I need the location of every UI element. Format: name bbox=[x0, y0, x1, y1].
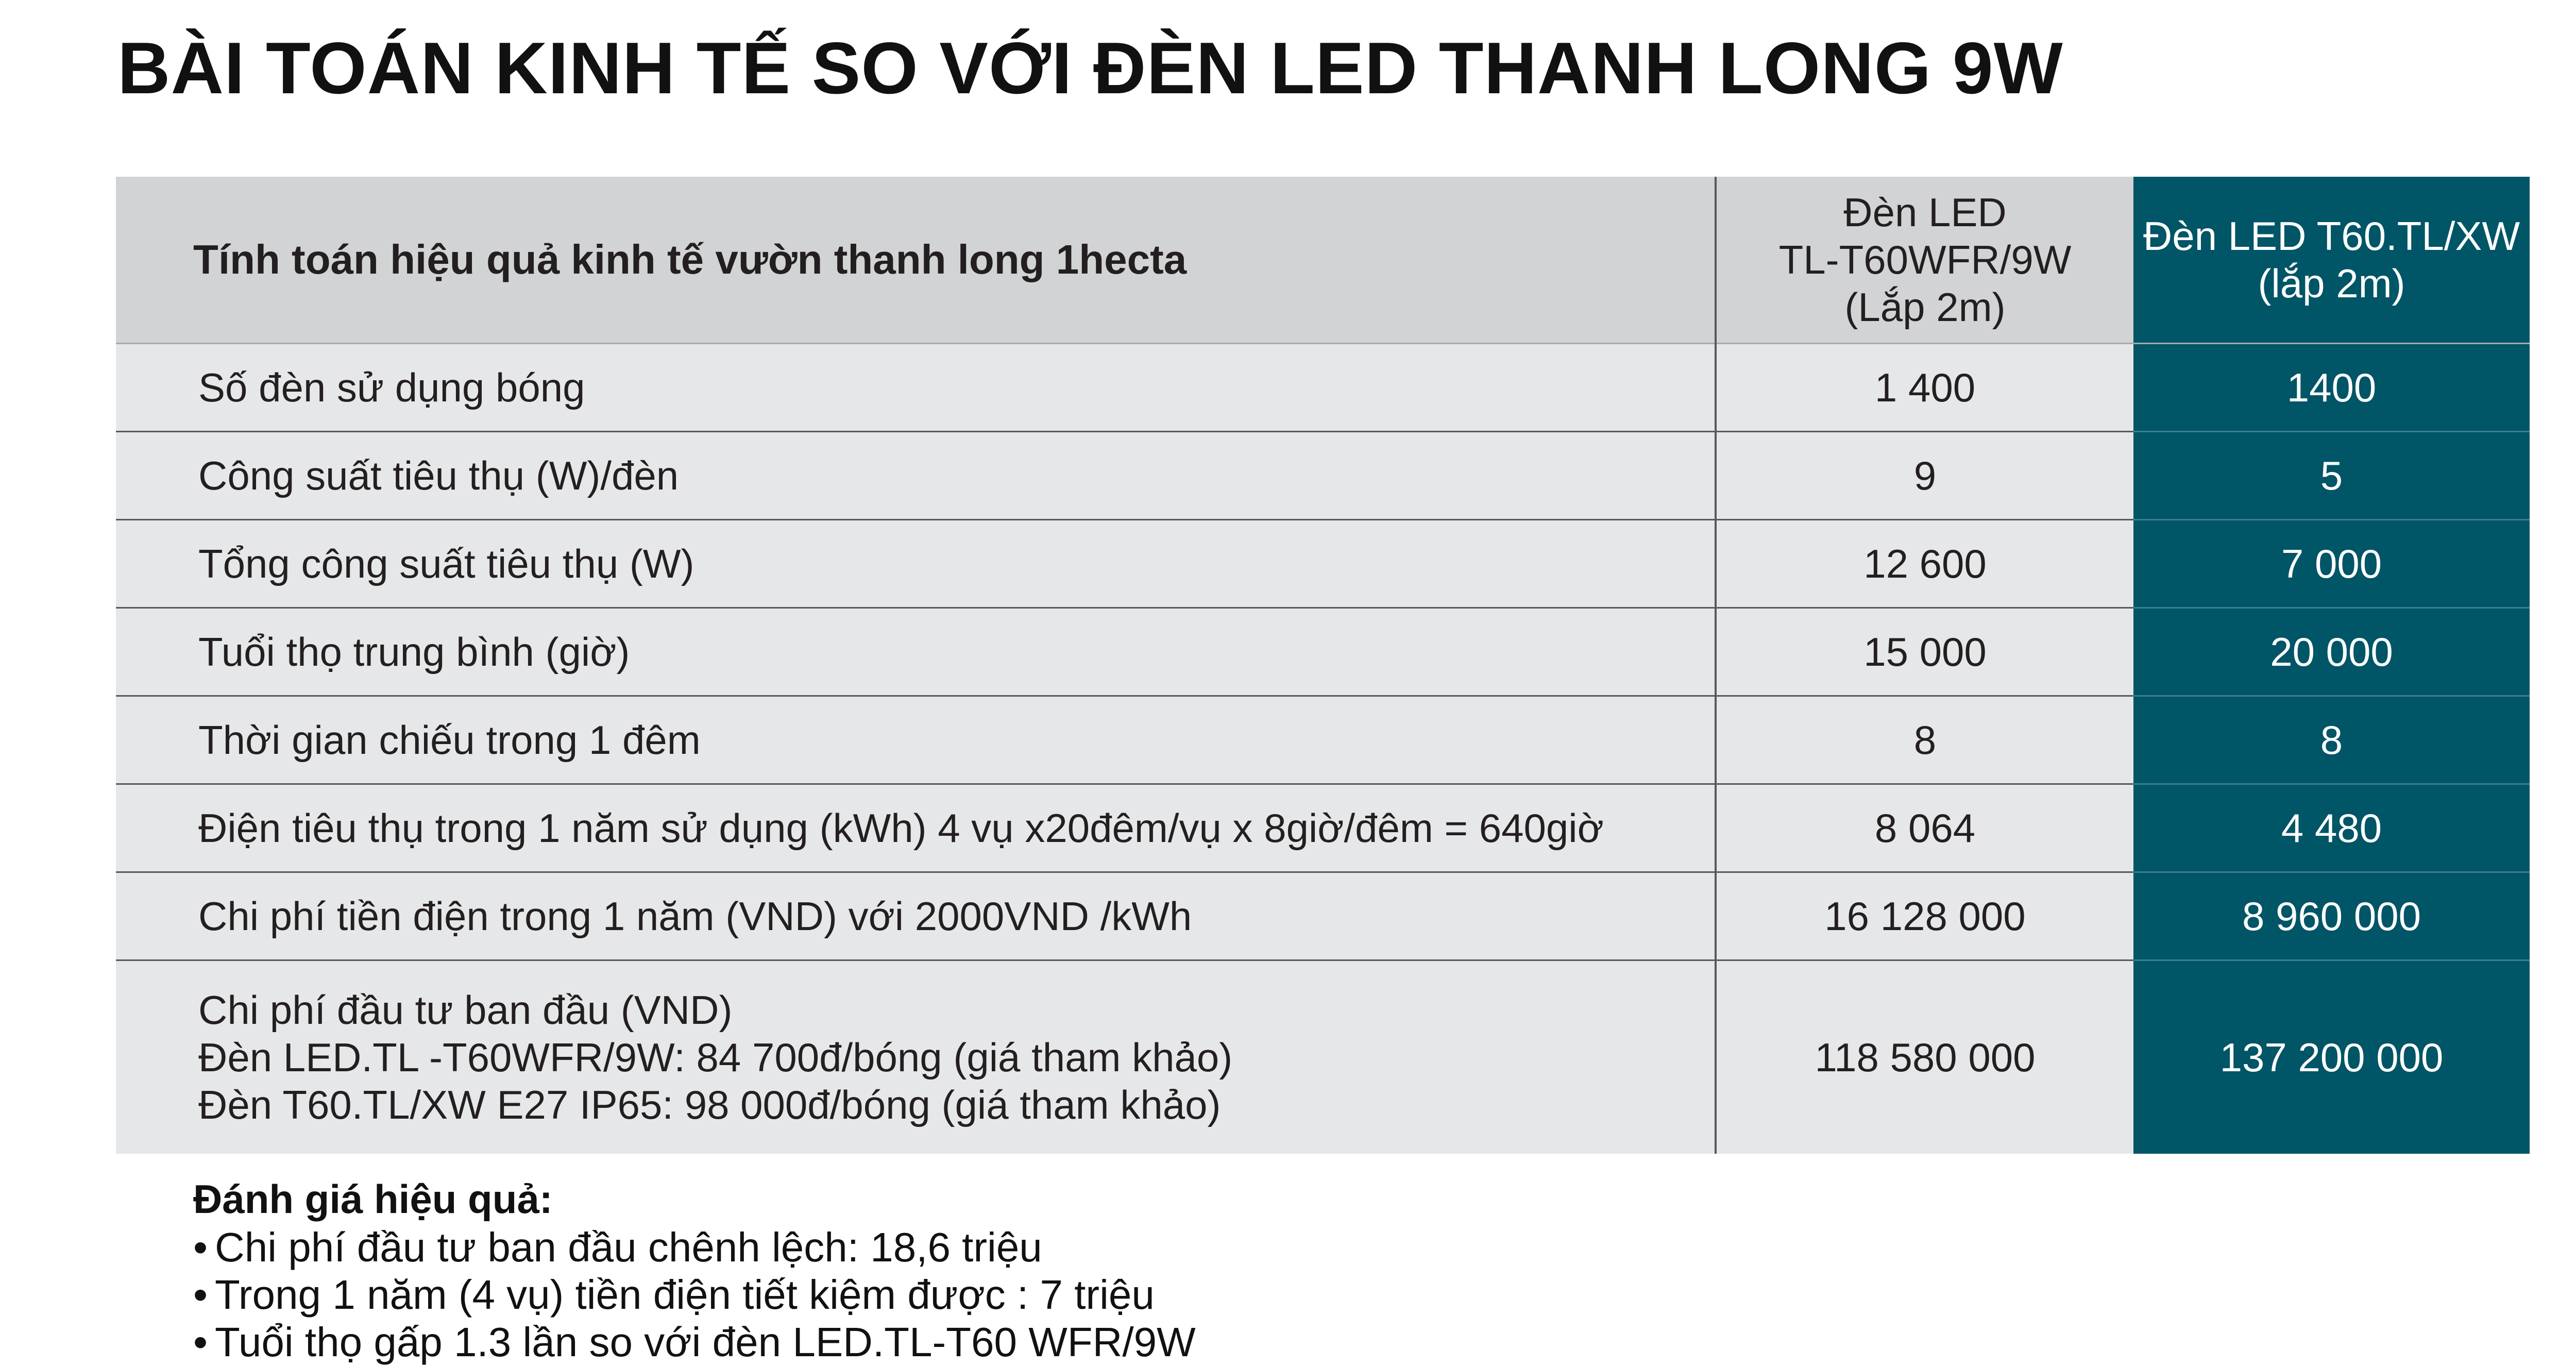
row-value-t60wfr: 1 400 bbox=[1716, 343, 2133, 431]
row-value-t60xw: 5 bbox=[2133, 431, 2530, 519]
evaluation-list bbox=[193, 1224, 2512, 1366]
comparison-table bbox=[116, 177, 2530, 1154]
table-row-investment bbox=[116, 960, 2530, 1154]
row-value-t60wfr: 8 bbox=[1716, 696, 2133, 784]
table-row bbox=[116, 343, 2530, 431]
header-product-t60xw bbox=[2133, 177, 2530, 343]
row-label-line: Chi phí đầu tư ban đầu (VND) bbox=[198, 987, 733, 1033]
list-item bbox=[193, 1271, 2512, 1319]
row-value-t60xw: 20 000 bbox=[2133, 608, 2530, 696]
header-label: Tính toán hiệu quả kinh tế vườn thanh long 1hecta bbox=[116, 177, 1716, 343]
header-product-t60wfr-line: Đèn LED bbox=[1843, 189, 2007, 235]
row-label-investment bbox=[116, 960, 1716, 1154]
page-title: BÀI TOÁN KINH TẾ SO VỚI ĐÈN LED THANH LONG 9W bbox=[117, 27, 2063, 109]
row-value-t60wfr: 9 bbox=[1716, 431, 2133, 519]
row-label: Tổng công suất tiêu thụ (W) bbox=[116, 519, 1716, 608]
row-value-t60wfr: 12 600 bbox=[1716, 519, 2133, 608]
row-value-t60xw: 1400 bbox=[2133, 343, 2530, 431]
row-label: Số đèn sử dụng bóng bbox=[116, 343, 1716, 431]
evaluation-section bbox=[193, 1175, 2512, 1366]
bullet-icon: • bbox=[193, 1272, 208, 1318]
row-label: Chi phí tiền điện trong 1 năm (VND) với 2000VND /kWh bbox=[116, 872, 1716, 960]
header-product-t60xw-line: (lắp 2m) bbox=[2258, 260, 2405, 306]
row-value-t60xw: 8 bbox=[2133, 696, 2530, 784]
comparison-table-container bbox=[116, 177, 2530, 1150]
row-label-line: Đèn LED.TL -T60WFR/9W: 84 700đ/bóng (giá tham khảo) bbox=[198, 1034, 1233, 1080]
header-product-t60wfr bbox=[1716, 177, 2133, 343]
row-value-t60wfr: 15 000 bbox=[1716, 608, 2133, 696]
list-item bbox=[193, 1224, 2512, 1271]
header-product-t60xw-line: Đèn LED T60.TL/XW bbox=[2143, 213, 2520, 259]
row-label: Tuổi thọ trung bình (giờ) bbox=[116, 608, 1716, 696]
row-value-t60wfr: 16 128 000 bbox=[1716, 872, 2133, 960]
row-value-t60xw: 7 000 bbox=[2133, 519, 2530, 608]
row-label: Điện tiêu thụ trong 1 năm sử dụng (kWh) 4 vụ x20đêm/vụ x 8giờ/đêm = 640giờ bbox=[116, 784, 1716, 872]
row-value-t60xw: 137 200 000 bbox=[2133, 960, 2530, 1154]
table-row bbox=[116, 696, 2530, 784]
evaluation-item-text: Chi phí đầu tư ban đầu chênh lệch: 18,6 triệu bbox=[215, 1224, 1042, 1270]
evaluation-item-text: Tuổi thọ gấp 1.3 lần so với đèn LED.TL-T60 WFR/9W bbox=[215, 1319, 1196, 1365]
row-value-t60wfr: 118 580 000 bbox=[1716, 960, 2133, 1154]
row-label: Công suất tiêu thụ (W)/đèn bbox=[116, 431, 1716, 519]
header-product-t60wfr-line: TL-T60WFR/9W bbox=[1778, 237, 2072, 282]
row-value-t60xw: 8 960 000 bbox=[2133, 872, 2530, 960]
row-value-t60wfr: 8 064 bbox=[1716, 784, 2133, 872]
table-row bbox=[116, 431, 2530, 519]
table-header-row bbox=[116, 177, 2530, 343]
evaluation-item-text: Trong 1 năm (4 vụ) tiền điện tiết kiệm được : 7 triệu bbox=[215, 1272, 1155, 1318]
row-value-t60xw: 4 480 bbox=[2133, 784, 2530, 872]
evaluation-title: Đánh giá hiệu quả: bbox=[193, 1176, 553, 1222]
row-label: Thời gian chiếu trong 1 đêm bbox=[116, 696, 1716, 784]
header-product-t60wfr-line: (Lắp 2m) bbox=[1844, 284, 2006, 330]
table-row bbox=[116, 784, 2530, 872]
bullet-icon: • bbox=[193, 1319, 208, 1365]
table-row bbox=[116, 519, 2530, 608]
row-label-line: Đèn T60.TL/XW E27 IP65: 98 000đ/bóng (giá tham khảo) bbox=[198, 1082, 1221, 1127]
bullet-icon: • bbox=[193, 1224, 208, 1270]
table-row bbox=[116, 872, 2530, 960]
list-item bbox=[193, 1319, 2512, 1366]
table-row bbox=[116, 608, 2530, 696]
